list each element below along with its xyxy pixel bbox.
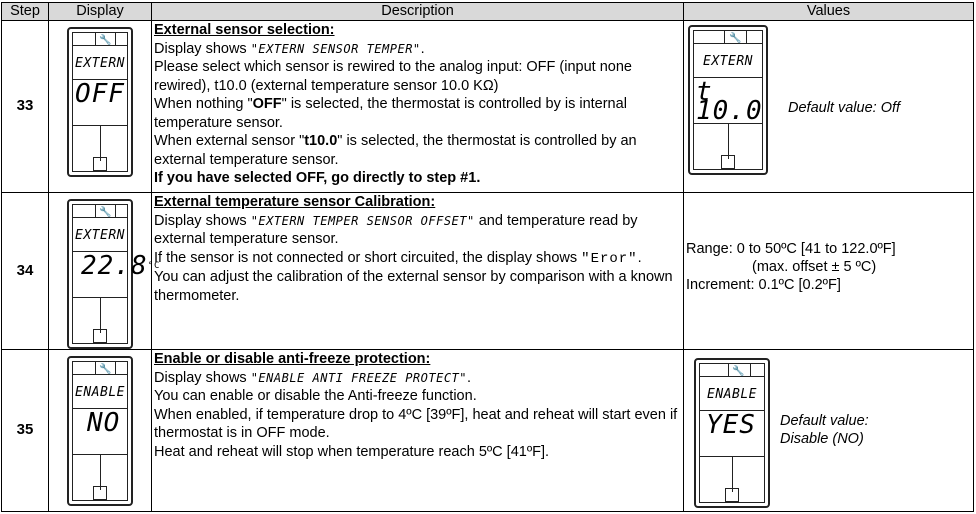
increment-text: Increment: 0.1ºC [0.2ºF]	[686, 277, 841, 293]
values-cell	[684, 193, 974, 350]
wrench-icon: 🔧	[732, 366, 745, 377]
description-cell: External temperature sensor Calibration: Display shows "EXTERN TEMPER SENSOR OFFSET" and temperature read by external temperature sensor. If the sensor is not connected or short circuited, the display shows "Eror". You can adjust the calibration of the external sensor by comparison with a known thermometer.	[152, 193, 684, 350]
section-title: Enable or disable anti-freeze protection:	[154, 351, 431, 367]
step-number: 35	[2, 350, 49, 512]
thermostat-display	[688, 25, 768, 175]
header-display: Display	[49, 3, 152, 21]
step-number: 33	[2, 21, 49, 193]
display-value: YES	[706, 410, 756, 440]
section-title: External sensor selection:	[154, 22, 335, 38]
error-text: "Eror"	[581, 250, 638, 267]
display-text: "EXTERN TEMPER SENSOR OFFSET"	[250, 213, 475, 228]
display-value: OFF	[75, 79, 125, 109]
description-cell: External sensor selection: Display shows "EXTERN SENSOR TEMPER". Please select which sensor is rewired to the analog input: OFF (input none rewired), t10.0 (external temperature sensor 10.0 KΩ) When nothing "OFF" is selected, the thermostat is controlled by is internal temperature sensor. When external sensor "t10.0" is selected, the thermostat is controlled by an external temperature sensor. If you have selected OFF, go directly to step #1.	[152, 21, 684, 193]
description-cell: Enable or disable anti-freeze protection: Display shows "ENABLE ANTI FREEZE PROTECT". You can enable or disable the Anti-freeze function. When enabled, if temperature drop to 4ºC [39ºF], heat and reheat will start even if thermostat is in OFF mode. Heat and reheat will stop when temperature reach 5ºC [41ºF].	[152, 350, 684, 512]
wrench-icon: 🔧	[729, 33, 742, 44]
thermostat-display	[694, 358, 770, 508]
default-value: Default value: Off	[788, 100, 901, 116]
header-values: Values	[684, 3, 974, 21]
display-label: EXTERN	[75, 56, 125, 71]
display-label: ENABLE	[707, 387, 757, 402]
display-value: NO	[87, 408, 121, 438]
thermostat-display	[67, 27, 133, 177]
display-unit: °C	[147, 261, 161, 271]
thermostat-display	[67, 199, 161, 349]
display-text: "EXTERN SENSOR TEMPER"	[250, 41, 421, 56]
table-row	[2, 193, 974, 350]
display-cell	[49, 21, 152, 193]
default-value: Default value:	[780, 413, 869, 429]
display-label: EXTERN	[703, 54, 753, 69]
display-cell	[49, 350, 152, 512]
skip-note: If you have selected OFF, go directly to step #1.	[154, 170, 481, 186]
header-step: Step	[2, 3, 49, 21]
display-text: "ENABLE ANTI FREEZE PROTECT"	[250, 370, 467, 385]
display-label: ENABLE	[75, 385, 125, 400]
default-value-detail: Disable (NO)	[780, 431, 864, 447]
header-description: Description	[152, 3, 684, 21]
display-cell	[49, 193, 161, 350]
thermostat-display	[67, 356, 133, 506]
max-offset-text: (max. offset ± 5 ºC)	[752, 259, 877, 275]
wrench-icon: 🔧	[99, 35, 112, 46]
display-label: EXTERN	[75, 228, 125, 243]
wrench-icon: 🔧	[99, 207, 112, 218]
section-title: External temperature sensor Calibration:	[154, 194, 436, 210]
display-value: 22.8	[81, 251, 148, 281]
values-cell	[684, 350, 974, 512]
table-row	[2, 350, 974, 512]
range-text: Range: 0 to 50ºC [41 to 122.0ºF]	[686, 241, 896, 257]
header-row	[2, 3, 974, 21]
step-number: 34	[2, 193, 49, 350]
wrench-icon: 🔧	[99, 364, 112, 375]
values-cell	[684, 21, 974, 193]
steps-table	[1, 2, 974, 512]
table-row	[2, 21, 974, 193]
display-value: t 10.0	[696, 77, 763, 126]
